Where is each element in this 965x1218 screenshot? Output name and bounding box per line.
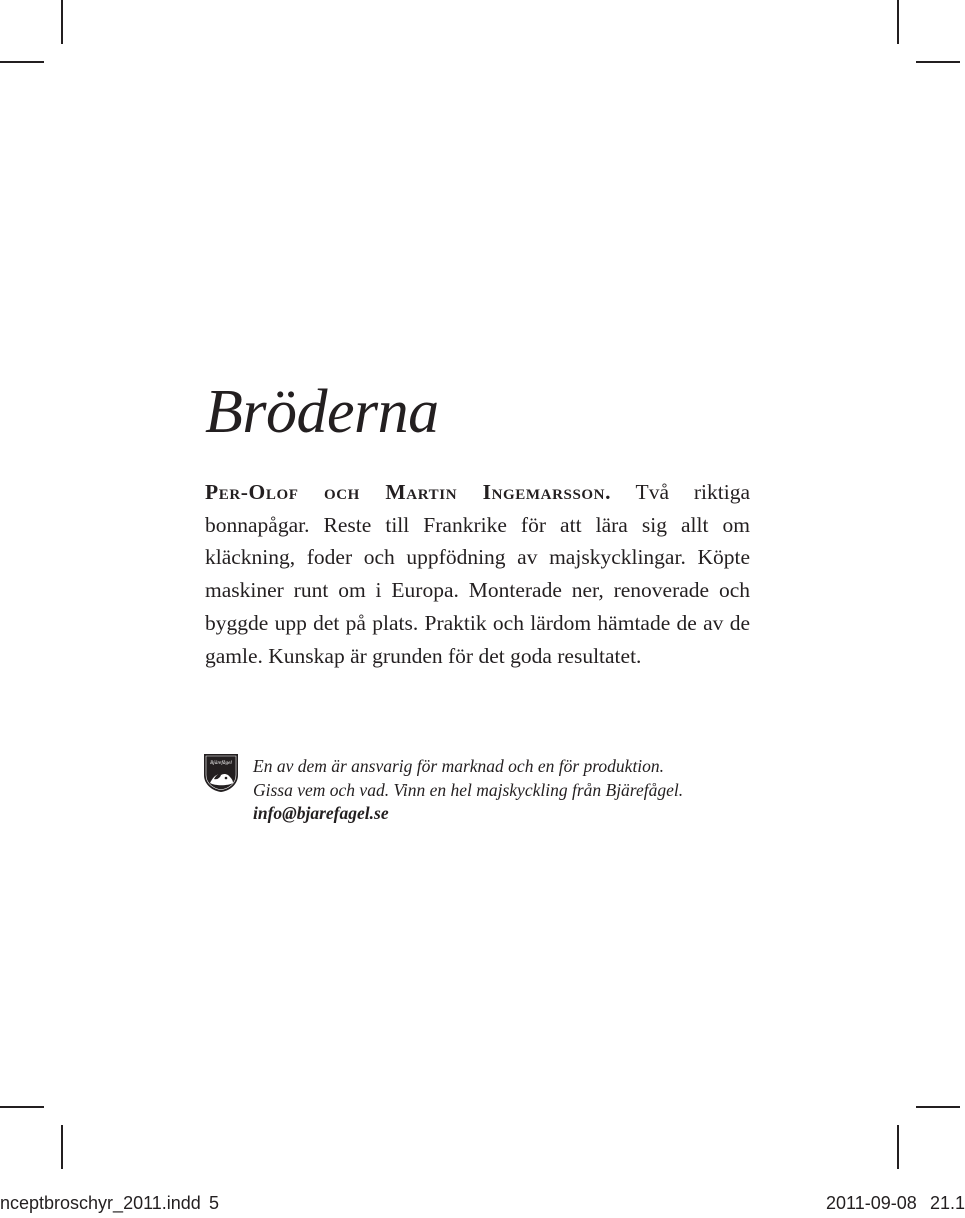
crop-mark-bottom-left — [61, 1125, 63, 1169]
intro-text: Två riktiga bonnapågar. Reste till Frankrike för att lära sig allt om kläckning, foder och uppfödning av majskycklingar. Köpte maskiner runt om i Europa. Monterade ner, renoverade och byggde upp det på plats. Praktik och lärdom hämtade de av de gamle. Kunskap är grunden för det goda resultatet. — [205, 480, 750, 668]
intro-names: Per-Olof och Martin Ingemarsson. — [205, 480, 612, 504]
emblem-text: Bjärefågel — [210, 760, 232, 766]
crop-mark-top-left-horizontal — [0, 61, 44, 63]
slug-date: 2011-09-08 — [826, 1193, 917, 1213]
bjarefagel-shield-logo-icon — [203, 753, 239, 793]
crop-mark-bottom-right-horizontal — [916, 1106, 960, 1108]
note-line-2: Gissa vem och vad. Vinn en hel majskyckling från Bjärefågel. — [253, 779, 684, 800]
slug-filename: nceptbroschyr_2011.indd — [0, 1193, 201, 1213]
contact-email[interactable]: info@bjarefagel.se — [253, 803, 389, 823]
contest-note — [253, 755, 773, 826]
page-title: Bröderna — [205, 378, 439, 446]
crop-mark-bottom-right — [897, 1125, 899, 1169]
slug-page-number: 5 — [209, 1193, 220, 1213]
slug-time: 21.1 — [930, 1193, 965, 1213]
note-line-1: En av dem är ansvarig för marknad och en för produktion. — [253, 756, 665, 776]
crop-mark-top-right-horizontal — [916, 61, 960, 63]
crop-mark-bottom-left-horizontal — [0, 1106, 44, 1108]
crop-mark-top-right — [897, 0, 899, 44]
crop-mark-top-left — [61, 0, 63, 44]
intro-paragraph — [205, 476, 750, 672]
